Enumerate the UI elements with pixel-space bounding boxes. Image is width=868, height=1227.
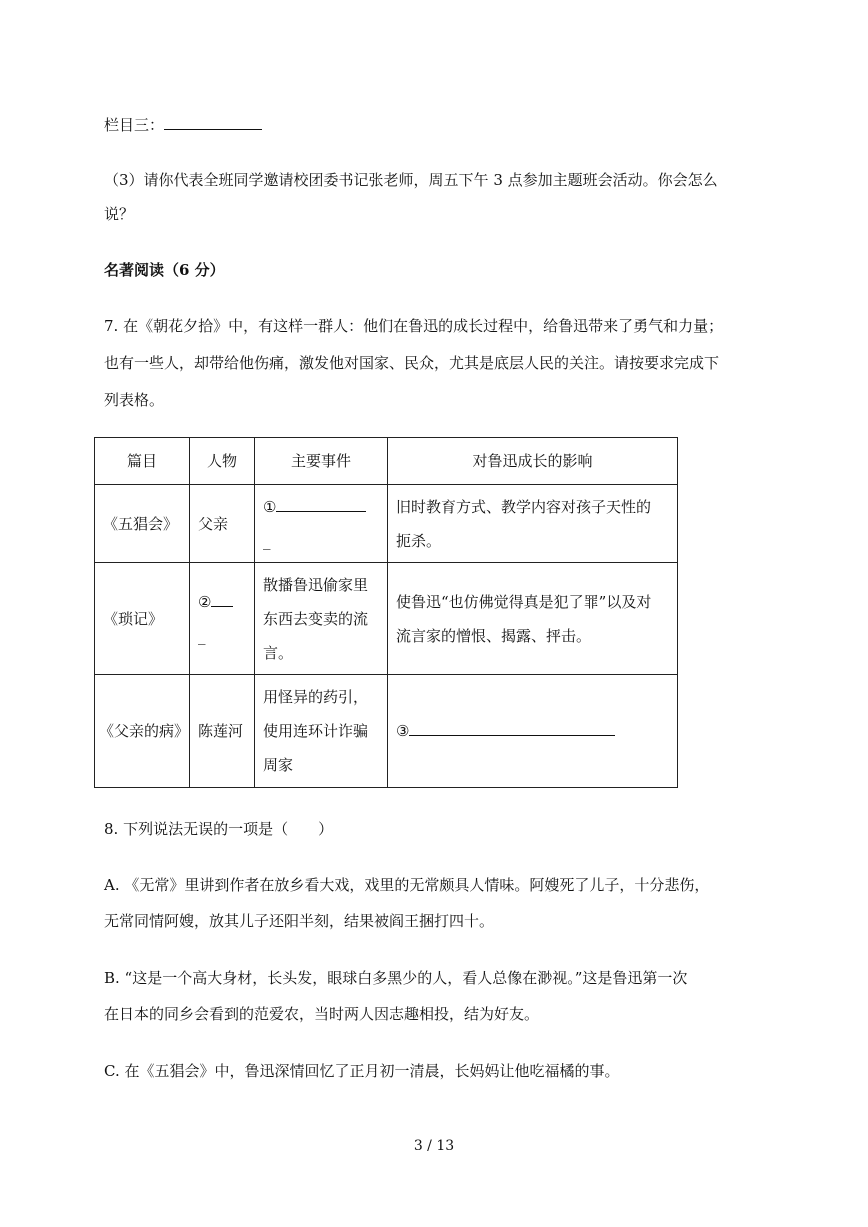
header-event: 主要事件 — [255, 438, 388, 485]
table-row — [95, 485, 678, 563]
row2-impact — [388, 563, 678, 675]
q7-line3: 列表格。 — [104, 391, 165, 409]
q3-line2: 说？ — [104, 205, 135, 223]
row3-impact — [388, 675, 678, 788]
q8-option-c-line1: C. 在《五猖会》中，鲁迅深情回忆了正月初一清晨，长妈妈让他吃福橘的事。 — [104, 1062, 620, 1080]
header-person: 人物 — [190, 438, 255, 485]
row1-event — [255, 485, 388, 563]
row1-event-marker: ① — [263, 497, 277, 516]
row1-impact-line1: 旧时教育方式、教学内容对孩子天性的 — [396, 497, 652, 516]
row1-person: 父亲 — [190, 485, 255, 563]
q8-option-a-line2: 无常同情阿嫂，放其儿子还阳半刻，结果被阎王捆打四十。 — [104, 912, 495, 930]
row2-event — [255, 563, 388, 675]
row1-impact-line2: 扼杀。 — [396, 531, 442, 550]
q8-option-b-line2: 在日本的同乡会看到的范爱农，当时两人因志趣相投，结为好友。 — [104, 1005, 540, 1023]
q8-stem: 8. 下列说法无误的一项是（ ） — [104, 820, 334, 838]
q7-line2: 也有一些人，却带给他伤痛，激发他对国家、民众，尤其是底层人民的关注。请按要求完成下 — [104, 354, 720, 372]
page-number: 3 / 13 — [413, 1138, 455, 1154]
row3-event-line1: 用怪异的药引， — [263, 688, 369, 706]
header-title: 篇目 — [95, 438, 190, 485]
header-impact: 对鲁迅成长的影响 — [388, 438, 678, 485]
row3-person: 陈莲河 — [190, 675, 255, 788]
section3-answer-blank[interactable] — [164, 117, 262, 130]
reading-section-title: 名著阅读（6 分） — [104, 261, 225, 279]
table-row — [95, 563, 678, 675]
row2-title: 《琐记》 — [95, 563, 190, 675]
row2-event-line1: 散播鲁迅偷家里 — [263, 575, 369, 594]
row2-event-line2: 东西去变卖的流 — [263, 609, 369, 628]
q8-option-b-line1: B. “这是一个高大身材，长头发，眼球白多黑少的人，看人总像在渺视。”这是鲁迅第一次 — [104, 969, 688, 987]
row2-impact-line2: 流言家的憎恨、揭露、抨击。 — [396, 626, 592, 645]
section3-line — [104, 117, 262, 133]
row3-title: 《父亲的病》 — [95, 675, 190, 788]
row3-event-line3: 周家 — [263, 756, 294, 774]
row1-impact — [388, 485, 678, 563]
q8-option-a-line1: A. 《无常》里讲到作者在放乡看大戏，戏里的无常颇具人情味。阿嫂死了儿子，十分悲伤， — [104, 876, 710, 894]
section3-label: 栏目三： — [104, 116, 165, 134]
row3-event-line2: 使用连环计诈骗 — [263, 722, 369, 740]
row1-event-tail: _ — [263, 531, 271, 550]
row2-person-blank[interactable] — [211, 594, 233, 607]
q3-line1: （3）请你代表全班同学邀请校团委书记张老师，周五下午 3 点参加主题班会活动。你会怎么 — [104, 171, 718, 189]
table-row — [95, 675, 678, 788]
row2-person-marker: ② — [198, 592, 212, 611]
works-table — [94, 437, 678, 788]
row3-impact-marker: ③ — [396, 722, 410, 740]
row1-event-blank[interactable] — [276, 499, 366, 512]
q7-line1: 7. 在《朝花夕拾》中，有这样一群人：他们在鲁迅的成长过程中，给鲁迅带来了勇气和力量； — [104, 317, 724, 335]
row2-person — [190, 563, 255, 675]
row2-event-line3: 言。 — [263, 643, 294, 662]
row3-impact-blank[interactable] — [409, 723, 615, 736]
table-header-row — [95, 438, 678, 485]
row2-person-tail: _ — [198, 626, 206, 645]
row2-impact-line1: 使鲁迅“也仿佛觉得真是犯了罪”以及对 — [396, 592, 652, 611]
row3-event — [255, 675, 388, 788]
row1-title: 《五猖会》 — [95, 485, 190, 563]
